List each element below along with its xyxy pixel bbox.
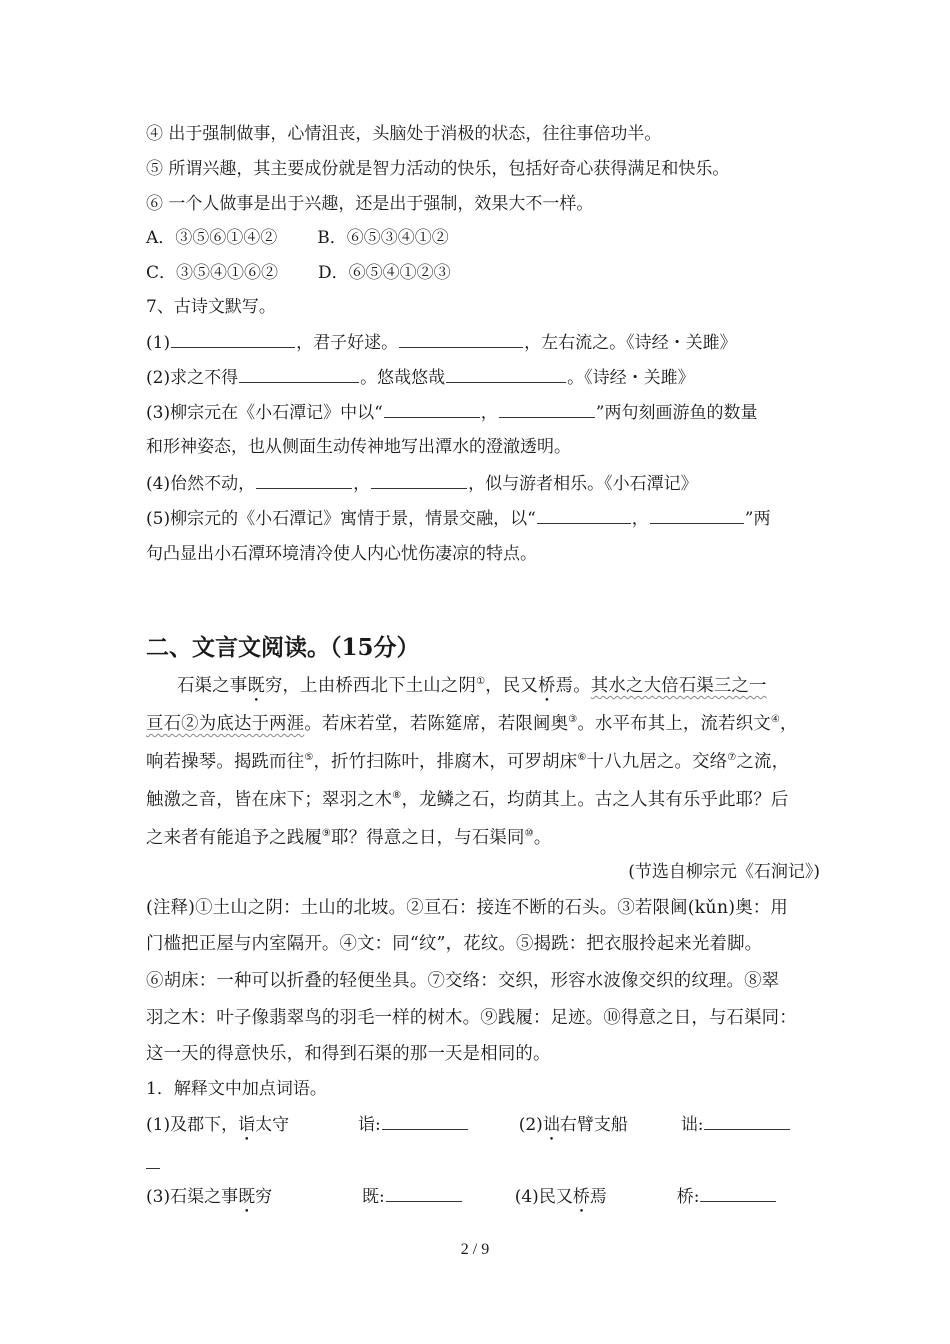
answer-blank[interactable] bbox=[384, 400, 480, 418]
q7-line-2 bbox=[146, 365, 695, 390]
note-line-4: 羽之木：叶子像翡翠鸟的羽毛一样的树木。⑨践履：足迹。⑩得意之日，与石渠同： bbox=[146, 1008, 797, 1028]
q7-l2-text: 。悠哉悠哉 bbox=[360, 368, 446, 388]
dotted-word: 诎 bbox=[542, 1115, 560, 1135]
q1-item-3 bbox=[146, 1185, 362, 1217]
q7-l5-text: ， bbox=[631, 509, 649, 529]
q1-item-4 bbox=[515, 1185, 677, 1217]
q7-l5-text: (5)柳宗元的《小石潭记》寓情于景，情景交融，以“ bbox=[146, 509, 536, 529]
footnote-marker: ① bbox=[476, 676, 486, 688]
q1-item-label: 诎: bbox=[680, 1115, 704, 1135]
dotted-word: 桥 bbox=[572, 1187, 590, 1207]
q1-row-1 bbox=[146, 1112, 791, 1145]
q7-l4-text: (4)佁然不动， bbox=[146, 474, 256, 494]
passage-text: 触激之音，皆在床下；翠羽之木 bbox=[146, 790, 393, 810]
q7-l4-text: ， bbox=[353, 474, 371, 494]
passage-text: 。 bbox=[533, 828, 552, 848]
q6-option-d: D．⑥⑤④①②③ bbox=[318, 263, 451, 283]
answer-blank-continuation[interactable] bbox=[146, 1168, 160, 1169]
q7-l1-text: (1) bbox=[146, 333, 171, 353]
passage-text: 响若操琴。揭跣而往 bbox=[146, 752, 305, 772]
q1-item-label: 诣: bbox=[358, 1115, 381, 1135]
q1-heading: 1．解释文中加点词语。 bbox=[146, 1079, 327, 1099]
q1-item-text: 焉 bbox=[589, 1187, 607, 1207]
q7-line-5 bbox=[146, 506, 770, 531]
footnote-marker: ⑤ bbox=[304, 752, 314, 764]
q1-item-text: (1)及郡下， bbox=[146, 1115, 239, 1135]
passage-text: 耶？得意之日，与石渠同 bbox=[331, 828, 525, 848]
footnote-marker: ⑧ bbox=[392, 790, 402, 802]
q6-item-4: ④ 出于强制做事，心情沮丧，头脑处于消极的状态，往往事倍功半。 bbox=[146, 124, 662, 144]
q6-options-row-1 bbox=[146, 226, 449, 250]
passage-line-2 bbox=[146, 712, 798, 736]
underlined-sentence: 其水之大倍石渠三之一 bbox=[590, 676, 767, 696]
underlined-sentence: 亘石②为底达于两涯 bbox=[146, 714, 305, 734]
q1-item-text: 右臂支船 bbox=[559, 1115, 628, 1135]
passage-line-5 bbox=[146, 826, 551, 850]
footnote-marker: ⑩ bbox=[524, 828, 534, 840]
answer-blank[interactable] bbox=[399, 330, 523, 348]
answer-blank[interactable] bbox=[446, 365, 566, 383]
q6-item-6: ⑥ 一个人做事是出于兴趣，还是出于强制，效果大不一样。 bbox=[146, 194, 594, 214]
passage-text: ，民又 bbox=[485, 676, 539, 696]
passage-text: 。水平布其上，流若织文 bbox=[577, 714, 771, 734]
answer-blank[interactable] bbox=[239, 365, 359, 383]
q7-l4-text: ，似与游者相乐。《小石潭记》 bbox=[468, 474, 698, 494]
q7-line-3-cont: 和形神姿态，也从侧面生动传神地写出潭水的澄澈透明。 bbox=[146, 437, 571, 457]
q7-line-5-cont: 句凸显出小石潭环境清冷使人内心忧伤凄凉的特点。 bbox=[146, 544, 537, 564]
passage-source: (节选自柳宗元《石涧记》) bbox=[628, 862, 820, 882]
q1-row-2 bbox=[146, 1184, 777, 1217]
q7-l5-text: ”两 bbox=[744, 509, 771, 529]
answer-blank[interactable] bbox=[371, 471, 467, 489]
answer-blank[interactable] bbox=[700, 1184, 776, 1202]
q7-l2-text: 。《诗经・关雎》 bbox=[567, 368, 695, 388]
footnote-marker: ④ bbox=[770, 714, 781, 726]
footnote-marker: ③ bbox=[568, 714, 578, 726]
note-line-5: 这一天的得意快乐，和得到石渠的那一天是相同的。 bbox=[146, 1044, 551, 1064]
passage-text: ，折竹扫陈叶，排腐木，可罗胡床 bbox=[313, 752, 578, 772]
q7-heading: 7、古诗文默写。 bbox=[146, 297, 276, 317]
q1-item-text: 穷 bbox=[255, 1187, 273, 1207]
passage-text: 穷，上由桥西北下土山之阴 bbox=[264, 676, 477, 696]
q6-option-a: A．③⑤⑥①④② bbox=[146, 228, 278, 248]
q1-item-text: (2) bbox=[518, 1115, 543, 1135]
q7-line-4 bbox=[146, 471, 698, 496]
footnote-marker: ⑥ bbox=[577, 752, 587, 764]
note-line-3: ⑥胡床：一种可以折叠的轻便坐具。⑦交络：交织，形容水波像交织的纹理。⑧翠 bbox=[146, 971, 780, 991]
q7-l2-text: (2)求之不得 bbox=[146, 368, 239, 388]
dotted-word: 桥 bbox=[538, 676, 556, 696]
q1-item-label: 既: bbox=[362, 1187, 385, 1207]
note-line-2: 门槛把正屋与内室隔开。④文：同“纹”，花纹。⑤揭跣：把衣服拎起来光着脚。 bbox=[146, 934, 763, 954]
answer-blank[interactable] bbox=[650, 506, 744, 524]
answer-blank[interactable] bbox=[382, 1112, 468, 1130]
passage-text: ，龙鳞之石，均荫其上。古之人其有乐乎此耶？后 bbox=[401, 790, 789, 810]
answer-blank[interactable] bbox=[537, 506, 631, 524]
q6-option-c: C．③⑤④①⑥② bbox=[146, 263, 279, 283]
q7-l3-text: (3)柳宗元在《小石潭记》中以“ bbox=[146, 403, 383, 423]
section-title: 二、文言文阅读。（15分） bbox=[146, 634, 420, 661]
q6-item-5: ⑤ 所谓兴趣，其主要成份就是智力活动的快乐，包括好奇心获得满足和快乐。 bbox=[146, 159, 730, 179]
passage-text: ， bbox=[780, 714, 798, 734]
footnote-marker: ⑦ bbox=[727, 752, 737, 764]
q7-line-1 bbox=[146, 330, 737, 355]
q6-option-b: B．⑥⑤③④①② bbox=[317, 228, 449, 248]
q1-item-text: 太守 bbox=[255, 1115, 290, 1135]
dotted-word: 诣 bbox=[238, 1115, 256, 1135]
q7-l3-text: ， bbox=[480, 403, 498, 423]
answer-blank[interactable] bbox=[704, 1112, 790, 1130]
passage-text: 之流， bbox=[736, 752, 790, 772]
passage-line-4 bbox=[146, 788, 788, 812]
q7-l1-text: ，君子好逑。 bbox=[296, 333, 399, 353]
q1-item-1 bbox=[146, 1113, 358, 1145]
passage-text: 。若床若堂，若陈筵席，若限阃奥 bbox=[304, 714, 569, 734]
q7-l3-text: ”两句刻画游鱼的数量 bbox=[595, 403, 758, 423]
q6-options-row-2 bbox=[146, 261, 451, 285]
footnote-marker: ⑨ bbox=[321, 828, 332, 840]
answer-blank[interactable] bbox=[386, 1184, 462, 1202]
answer-blank[interactable] bbox=[256, 471, 352, 489]
note-line-1: (注释)①土山之阴：土山的北坡。②亘石：接连不断的石头。③若限阃(kǔn)奥：用 bbox=[146, 898, 788, 918]
passage-text: 之来者有能追予之践履 bbox=[146, 828, 322, 848]
dotted-word: 既 bbox=[238, 1187, 256, 1207]
q7-line-3 bbox=[146, 400, 757, 425]
q1-item-label: 桥: bbox=[676, 1187, 700, 1207]
q1-item-2 bbox=[519, 1113, 681, 1145]
passage-line-1 bbox=[177, 674, 767, 706]
passage-text: 十八九居之。交络 bbox=[586, 752, 728, 772]
page-number: 2 / 9 bbox=[460, 1241, 490, 1258]
q7-l1-text: ，左右流之。《诗经・关雎》 bbox=[524, 333, 737, 353]
answer-blank[interactable] bbox=[171, 330, 295, 348]
passage-text: 焉。 bbox=[555, 676, 591, 696]
passage-text: 石渠之事 bbox=[177, 676, 248, 696]
passage-line-3 bbox=[146, 750, 789, 774]
q1-item-text: (4)民又 bbox=[514, 1187, 573, 1207]
answer-blank[interactable] bbox=[499, 400, 595, 418]
dotted-word: 既 bbox=[247, 676, 265, 696]
q1-item-text: (3)石渠之事 bbox=[146, 1187, 239, 1207]
